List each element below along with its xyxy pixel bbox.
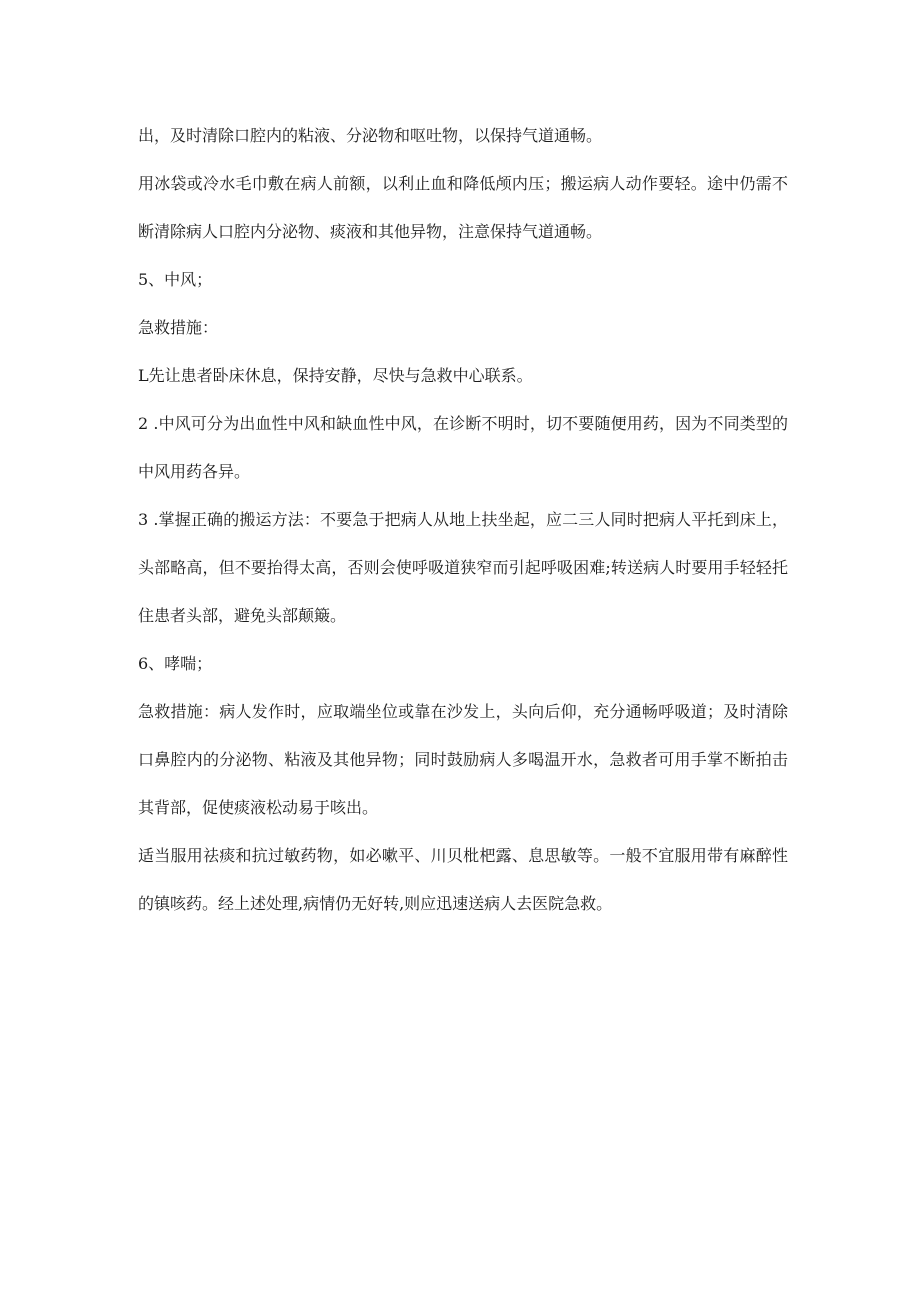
paragraph-2: 用冰袋或冷水毛巾敷在病人前额，以利止血和降低颅内压；搬运病人动作要轻。途中仍需不断清除病人口腔内分泌物、痰液和其他异物，注意保持气道通畅。 [138,174,788,241]
section-heading-stroke: 5、中风； [138,270,213,289]
stroke-step-3: 3 .掌握正确的搬运方法：不要急于把病人从地上扶坐起，应二三人同时把病人平托到床上，头部略高，但不要抬得太高，否则会使呼吸道狭窄而引起呼吸困难;转送病人时要用手轻轻托住患者头部，避免头部颠簸。 [138,510,788,625]
stroke-step-2: 2 .中风可分为出血性中风和缺血性中风，在诊断不明时，切不要随便用药，因为不同类型的中风用药各异。 [138,414,788,481]
document-page [138,112,788,928]
asthma-first-aid: 急救措施：病人发作时，应取端坐位或靠在沙发上，头向后仰，充分通畅呼吸道；及时清除口鼻腔内的分泌物、粘液及其他异物；同时鼓励病人多喝温开水，急救者可用手掌不断拍击其背部，促使痰液松动易于咳出。 [138,702,788,817]
paragraph-1: 出，及时清除口腔内的粘液、分泌物和呕吐物，以保持气道通畅。 [138,126,603,145]
asthma-medication: 适当服用祛痰和抗过敏药物，如必嗽平、川贝枇杷露、息思敏等。一般不宜服用带有麻醉性的镇咳药。经上述处理,病情仍无好转,则应迅速送病人去医院急救。 [138,846,788,913]
stroke-step-1: L先让患者卧床休息，保持安静，尽快与急救中心联系。 [138,366,533,385]
first-aid-label-stroke: 急救措施： [138,318,219,337]
section-heading-asthma: 6、哮喘； [138,654,213,673]
